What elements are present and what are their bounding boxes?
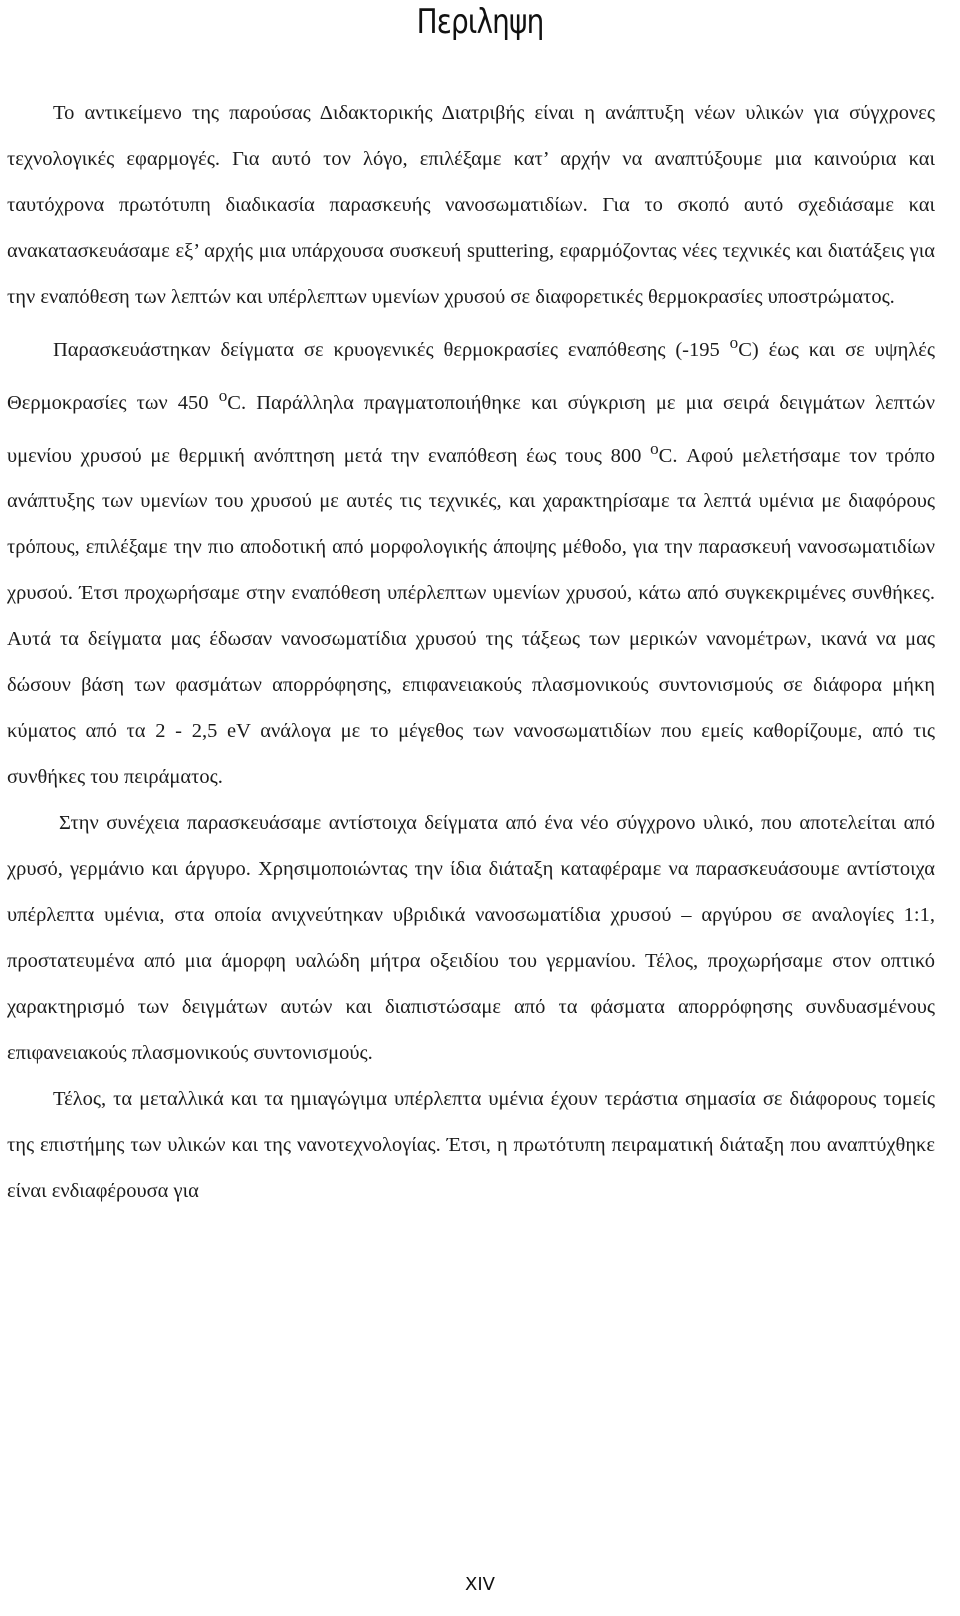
paragraph-1: Το αντικείμενο της παρούσας Διδακτορικής Διατριβής είναι η ανάπτυξη νέων υλικών για σύγχρονες τεχνολογικές εφαρμογές. Για αυτό τον λόγο, επιλέξαμε κατ’ αρχήν να αναπτύξουμε μια καινούρια και ταυτόχρονα πρωτότυπη διαδικασία παρασκευής νανοσωματιδίων. Για το σκοπό αυτό σχεδιάσαμε και ανακατασκευάσαμε εξ’ αρχής μια υπάρχουσα συσκευή sputtering, εφαρμόζοντας νέες τεχνικές και διατάξεις για την εναπόθεση των λεπτών και υπέρλεπτων υμενίων χρυσού σε διαφορετικές θερμοκρασίες υποστρώματος. [7, 102, 935, 308]
paragraph-2-text-c: C. Παράλληλα πραγματοποιήθηκε και σύγκριση με μια σειρά δειγμάτων λεπτών υμενίου χρυσού με θερμική ανόπτηση μετά την εναπόθεση έως τους 800 [7, 391, 935, 467]
paragraph-3: Στην συνέχεια παρασκευάσαμε αντίστοιχα δείγματα από ένα νέο σύγχρονο υλικό, που αποτελείται από χρυσό, γερμάνιο και άργυρο. Χρησιμοποιώντας την ίδια διάταξη καταφέραμε να παρασκευάσουμε αντίστοιχα υπέρλεπτα υμένια, στα οποία ανιχνεύτηκαν υβριδικά νανοσωματίδια χρυσού – αργύρου σε αναλογίες 1:1, προστατευμένα από μια άμορφη υαλώδη μήτρα οξειδίου του γερμανίου. Τέλος, προχωρήσαμε στον οπτικό χαρακτηρισμό των δειγμάτων αυτών και διαπιστώσαμε από τα φάσματα απορρόφησης συνδυασμένους επιφανειακούς πλασμονικούς συντονισμούς. [7, 812, 935, 1065]
degree-superscript-1: o [729, 333, 739, 352]
paragraph-2-text-d: C. Αφού μελετήσαμε τον τρόπο ανάπτυξης των υμενίων του χρυσού με αυτές τις τεχνικές, και χαρακτηρίσαμε τα λεπτά υμένια με διαφόρους τρόπους, επιλέξαμε την πιο αποδοτική από μορφολογικής άποψης μέθοδο, για την παρασκευή νανοσωματιδίων χρυσού. Έτσι προχωρήσαμε στην εναπόθεση υπέρλεπτων υμενίων χρυσού, κάτω από συγκεκριμένες συνθήκες. Αυτά τα δείγματα μας έδωσαν νανοσωματίδια χρυσού της τάξεως των μερικών νανομέτρων, ικανά να μας δώσουν βάση των φασμάτων απορρόφησης, επιφανειακούς πλασμονικούς συντονισμούς σε διάφορα μήκη κύματος από τα 2 - 2,5 eV ανάλογα με το μέγεθος των νανοσωματιδίων που εμείς καθορίζουμε, από τις συνθήκες του πειράματος. [7, 444, 936, 789]
paragraph-4: Τέλος, τα μεταλλικά και τα ημιαγώγιμα υπέρλεπτα υμένια έχουν τεράστια σημασία σε διάφορους τομείς της επιστήμης των υλικών και της νανοτεχνολογίας. Έτσι, η πρωτότυπη πειραματική διάταξη που αναπτύχθηκε είναι ενδιαφέρουσα για [7, 1088, 935, 1203]
page-number: XIV [465, 1574, 495, 1595]
degree-superscript-3: o [650, 438, 659, 458]
paragraph-2-text-a: Παρασκευάστηκαν δείγματα σε κρυογενικές θερμοκρασίες εναπόθεσης (-195 [53, 338, 730, 361]
page-title: Περιληψη [416, 2, 544, 42]
abstract-body [7, 90, 935, 1214]
degree-superscript-2: o [218, 385, 228, 405]
paragraph-2 [7, 320, 935, 800]
paragraph-2-text-b: C) έως και σε υψηλές Θερμοκρασίες των 450 [7, 338, 935, 414]
